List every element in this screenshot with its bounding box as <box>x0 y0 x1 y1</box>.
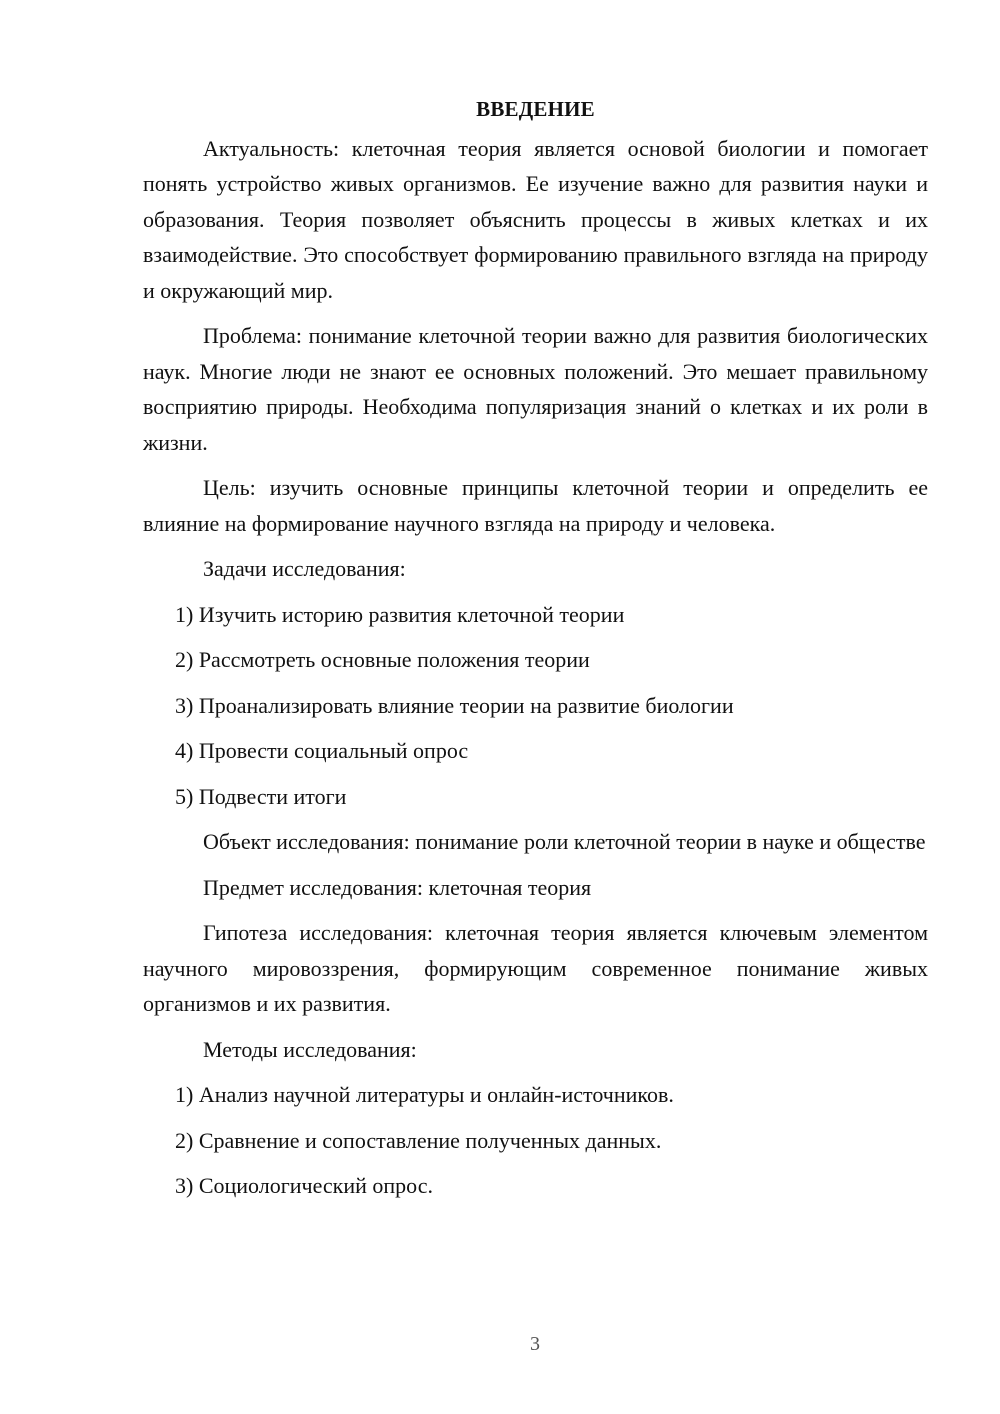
task-item: 3) Проанализировать влияние теории на развитие биологии <box>175 692 734 718</box>
methods-list <box>143 1077 928 1204</box>
method-item: 2) Сравнение и сопоставление полученных данных. <box>175 1127 662 1153</box>
tasks-heading: Задачи исследования: <box>203 556 406 581</box>
task-item: 1) Изучить историю развития клеточной теории <box>175 601 625 627</box>
page-number: 3 <box>530 1333 540 1355</box>
task-item: 4) Провести социальный опрос <box>175 738 469 763</box>
section-title: ВВЕДЕНИЕ <box>476 97 595 121</box>
problem-paragraph: Проблема: понимание клеточной теории важно для развития биологических наук. Многие люди не знают ее основных положений. Это мешает правильному восприятию природы. Необходима популяризация знаний о клетках и их роли в жизни. <box>143 323 928 455</box>
actuality-paragraph: Актуальность: клеточная теория является основой биологии и помогает понять устройство живых организмов. Ее изучение важно для развития науки и образования. Теория позволяет объяснить процессы в живых клетках и их взаимодействие. Это способствует формированию правильного взгляда на природу и окружающий мир. <box>143 135 928 303</box>
task-item: 2) Рассмотреть основные положения теории <box>175 647 590 672</box>
method-item: 3) Социологический опрос. <box>175 1173 433 1198</box>
page-content <box>143 92 928 1214</box>
object-paragraph: Объект исследования: понимание роли клеточной теории в науке и обществе <box>203 829 926 854</box>
tasks-list <box>143 597 928 815</box>
methods-heading: Методы исследования: <box>203 1036 417 1062</box>
task-item: 5) Подвести итоги <box>175 783 347 809</box>
method-item: 1) Анализ научной литературы и онлайн-источников. <box>175 1082 674 1107</box>
goal-paragraph: Цель: изучить основные принципы клеточной теории и определить ее влияние на формирование научного взгляда на природу и человека. <box>143 475 928 536</box>
hypothesis-paragraph: Гипотеза исследования: клеточная теория является ключевым элементом научного мировоззрения, формирующим современное понимание живых организмов и их развития. <box>143 920 928 1016</box>
subject-paragraph: Предмет исследования: клеточная теория <box>203 874 592 900</box>
